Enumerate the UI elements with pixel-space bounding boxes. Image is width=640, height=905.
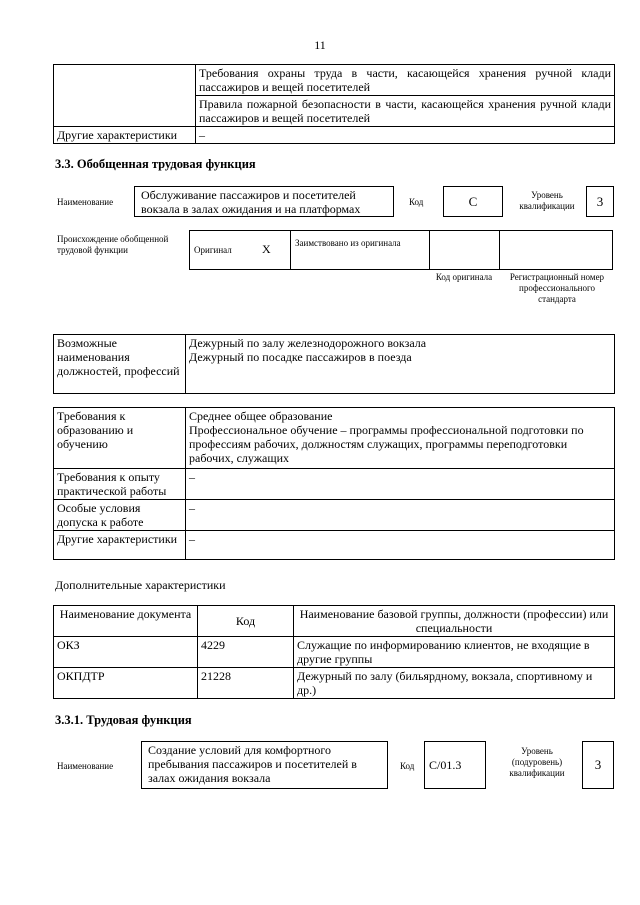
requirement-values — [186, 408, 615, 469]
table-cell: ОКЗ — [54, 637, 198, 668]
reg-number-label: Регистрационный номер профессионального стандарта — [509, 272, 605, 304]
table-row — [54, 668, 615, 699]
name-value: Обслуживание пассажиров и посетителей вокзала в залах ожидания и на платформах — [134, 186, 394, 217]
top-table — [53, 64, 615, 144]
table-cell: 4229 — [198, 637, 294, 668]
additional-table — [53, 605, 615, 699]
level-value: 3 — [582, 741, 614, 789]
divider — [429, 230, 430, 270]
requirement-item: Профессиональное обучение – программы профессиональной подготовки по профессиям рабочих, должностям служащих, программы переподготовки рабочих, служащих — [189, 423, 584, 465]
name-label: Наименование — [57, 761, 114, 771]
section-heading: 3.3.1. Трудовая функция — [55, 713, 192, 727]
divider — [499, 230, 500, 270]
requirement-label: Другие характеристики — [54, 531, 186, 560]
requirement-label: Особые условия допуска к работе — [54, 500, 186, 531]
positions-values — [186, 335, 615, 394]
column-header: Код — [198, 606, 294, 637]
name-label: Наименование — [57, 197, 114, 207]
top-table-row: Требования охраны труда в части, касающейся хранения ручной клади пассажиров и вещей посетителей — [196, 65, 615, 96]
table-cell: ОКПДТР — [54, 668, 198, 699]
requirement-item: Среднее общее образование — [189, 409, 333, 423]
original-label: Оригинал — [194, 245, 232, 255]
code-original-label: Код оригинала — [435, 272, 493, 282]
requirement-item: – — [186, 469, 615, 500]
top-table-row: Правила пожарной безопасности в части, касающейся хранения ручной клади пассажиров и вещей посетителей — [196, 96, 615, 127]
level-label: Уровень квалификации — [519, 190, 575, 211]
requirement-item: – — [186, 500, 615, 531]
table-cell: Служащие по информированию клиентов, не входящие в другие группы — [294, 637, 615, 668]
positions-label: Возможные наименования должностей, профессий — [54, 335, 186, 394]
requirement-label: Требования к опыту практической работы — [54, 469, 186, 500]
top-table-empty-cell — [54, 65, 196, 127]
code-label: Код — [409, 197, 424, 207]
table-row — [54, 637, 615, 668]
page-number: 11 — [314, 38, 326, 52]
origin-table — [189, 230, 613, 270]
divider — [290, 230, 291, 270]
code-label: Код — [400, 761, 415, 771]
name-value: Создание условий для комфортного пребывания пассажиров и посетителей в залах ожидания вокзала — [141, 741, 388, 789]
requirement-item: – — [186, 531, 615, 560]
original-mark: X — [262, 242, 271, 256]
section-heading: 3.3. Обобщенная трудовая функция — [55, 157, 256, 171]
requirements-table — [53, 407, 615, 560]
level-label: Уровень (подуровень) квалификации — [509, 746, 565, 778]
requirement-label: Требования к образованию и обучению — [54, 408, 186, 469]
table-cell: Дежурный по залу (бильярдному, вокзала, спортивному и др.) — [294, 668, 615, 699]
other-characteristics-label: Другие характеристики — [54, 127, 196, 144]
additional-heading: Дополнительные характеристики — [55, 578, 226, 592]
position-item: Дежурный по залу железнодорожного вокзала — [189, 336, 427, 350]
code-value: C/01.3 — [424, 741, 486, 789]
origin-label: Происхождение обобщенной трудовой функции — [57, 234, 169, 255]
level-value: 3 — [586, 186, 614, 217]
column-header: Наименование базовой группы, должности (профессии) или специальности — [294, 606, 615, 637]
column-header: Наименование документа — [54, 606, 198, 637]
borrowed-label: Заимствовано из оригинала — [295, 238, 401, 248]
position-item: Дежурный по посадке пассажиров в поезда — [189, 350, 412, 364]
code-value: C — [443, 186, 503, 217]
table-cell: 21228 — [198, 668, 294, 699]
other-characteristics-value: – — [196, 127, 615, 144]
positions-table — [53, 334, 615, 394]
